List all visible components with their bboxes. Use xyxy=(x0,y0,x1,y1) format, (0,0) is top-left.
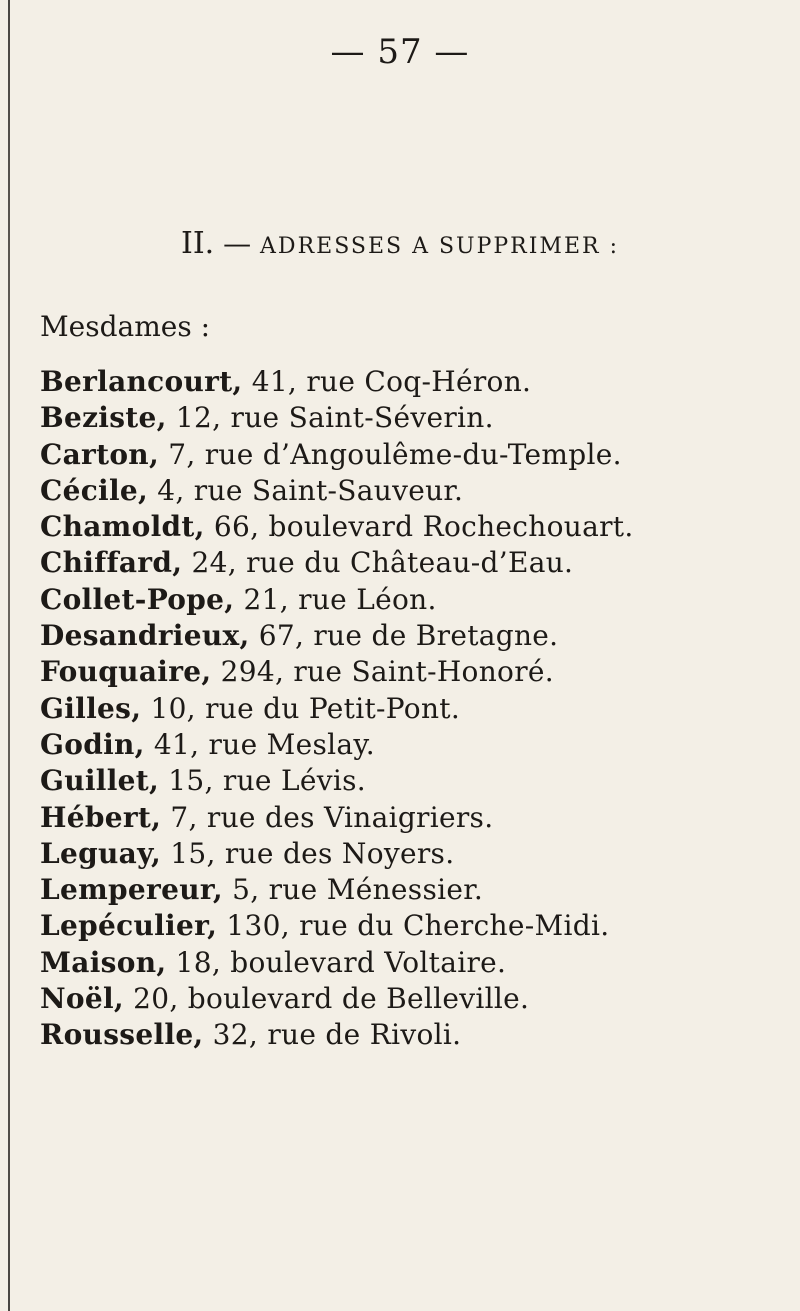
entry-address: 67, rue de Bretagne. xyxy=(249,619,559,653)
entry-name: Hébert, xyxy=(40,800,162,834)
entry-address: 10, rue du Petit-Pont. xyxy=(141,691,461,725)
address-entry xyxy=(40,836,780,872)
entry-name: Leguay, xyxy=(40,836,162,870)
entry-address: 7, rue des Vinaigriers. xyxy=(161,800,494,834)
section-numeral: II. xyxy=(180,226,215,261)
entry-name: Guillet, xyxy=(40,764,160,798)
entry-name: Noël, xyxy=(40,982,124,1016)
address-entry xyxy=(40,872,780,908)
entry-name: Desandrieux, xyxy=(40,619,250,653)
address-entry xyxy=(40,545,780,581)
page-number: — 57 — xyxy=(330,32,470,72)
address-entry xyxy=(40,908,780,944)
address-entry xyxy=(40,400,780,436)
entry-address: 15, rue des Noyers. xyxy=(161,836,455,870)
address-entry xyxy=(40,727,780,763)
address-entry xyxy=(40,437,780,473)
address-entry xyxy=(40,618,780,654)
address-entry xyxy=(40,654,780,690)
address-entry xyxy=(40,800,780,836)
address-entry xyxy=(40,981,780,1017)
entry-name: Chiffard, xyxy=(40,546,183,580)
entry-name: Godin, xyxy=(40,727,145,761)
entry-address: 32, rue de Rivoli. xyxy=(203,1018,462,1052)
entry-name: Collet-Pope, xyxy=(40,582,235,616)
entry-address: 130, rue du Cherche-Midi. xyxy=(217,909,610,943)
address-entry xyxy=(40,509,780,545)
entry-address: 5, rue Ménessier. xyxy=(222,873,484,907)
entry-name: Cécile, xyxy=(40,473,149,507)
section-heading xyxy=(0,226,800,261)
entry-name: Maison, xyxy=(40,945,167,979)
entry-name: Carton, xyxy=(40,437,159,471)
entry-address: 15, rue Lévis. xyxy=(159,764,367,798)
page-binding-edge xyxy=(8,0,10,1311)
entry-address: 294, rue Saint-Honoré. xyxy=(211,655,554,689)
address-entry xyxy=(40,763,780,799)
entry-name: Gilles, xyxy=(40,691,142,725)
entry-address: 18, boulevard Voltaire. xyxy=(166,945,507,979)
address-entry xyxy=(40,473,780,509)
address-entry xyxy=(40,364,780,400)
entry-name: Fouquaire, xyxy=(40,655,212,689)
entry-name: Rousselle, xyxy=(40,1018,204,1052)
entry-address: 21, rue Léon. xyxy=(234,582,437,616)
entry-name: Berlancourt, xyxy=(40,365,243,398)
entry-address: 41, rue Meslay. xyxy=(144,727,375,761)
entry-address: 12, rue Saint-Séverin. xyxy=(166,401,494,435)
entry-address: 24, rue du Château-d’Eau. xyxy=(182,546,574,580)
address-entry xyxy=(40,691,780,727)
entry-name: Lepéculier, xyxy=(40,909,218,943)
entry-name: Beziste, xyxy=(40,401,167,435)
section-title: ADRESSES A SUPPRIMER : xyxy=(260,234,619,259)
entry-name: Lempereur, xyxy=(40,873,223,907)
address-list xyxy=(40,364,780,1054)
entry-address: 20, boulevard de Belleville. xyxy=(123,982,530,1016)
entry-name: Chamoldt, xyxy=(40,510,205,544)
section-dash: — xyxy=(223,227,252,260)
salutation: Mesdames : xyxy=(40,310,211,343)
address-entry xyxy=(40,1017,780,1053)
entry-address: 4, rue Saint-Sauveur. xyxy=(148,473,464,507)
entry-address: 41, rue Coq-Héron. xyxy=(242,365,532,398)
entry-address: 66, boulevard Rochechouart. xyxy=(204,510,634,544)
address-entry xyxy=(40,945,780,981)
address-entry xyxy=(40,582,780,618)
entry-address: 7, rue d’Angoulême-du-Temple. xyxy=(159,437,622,471)
